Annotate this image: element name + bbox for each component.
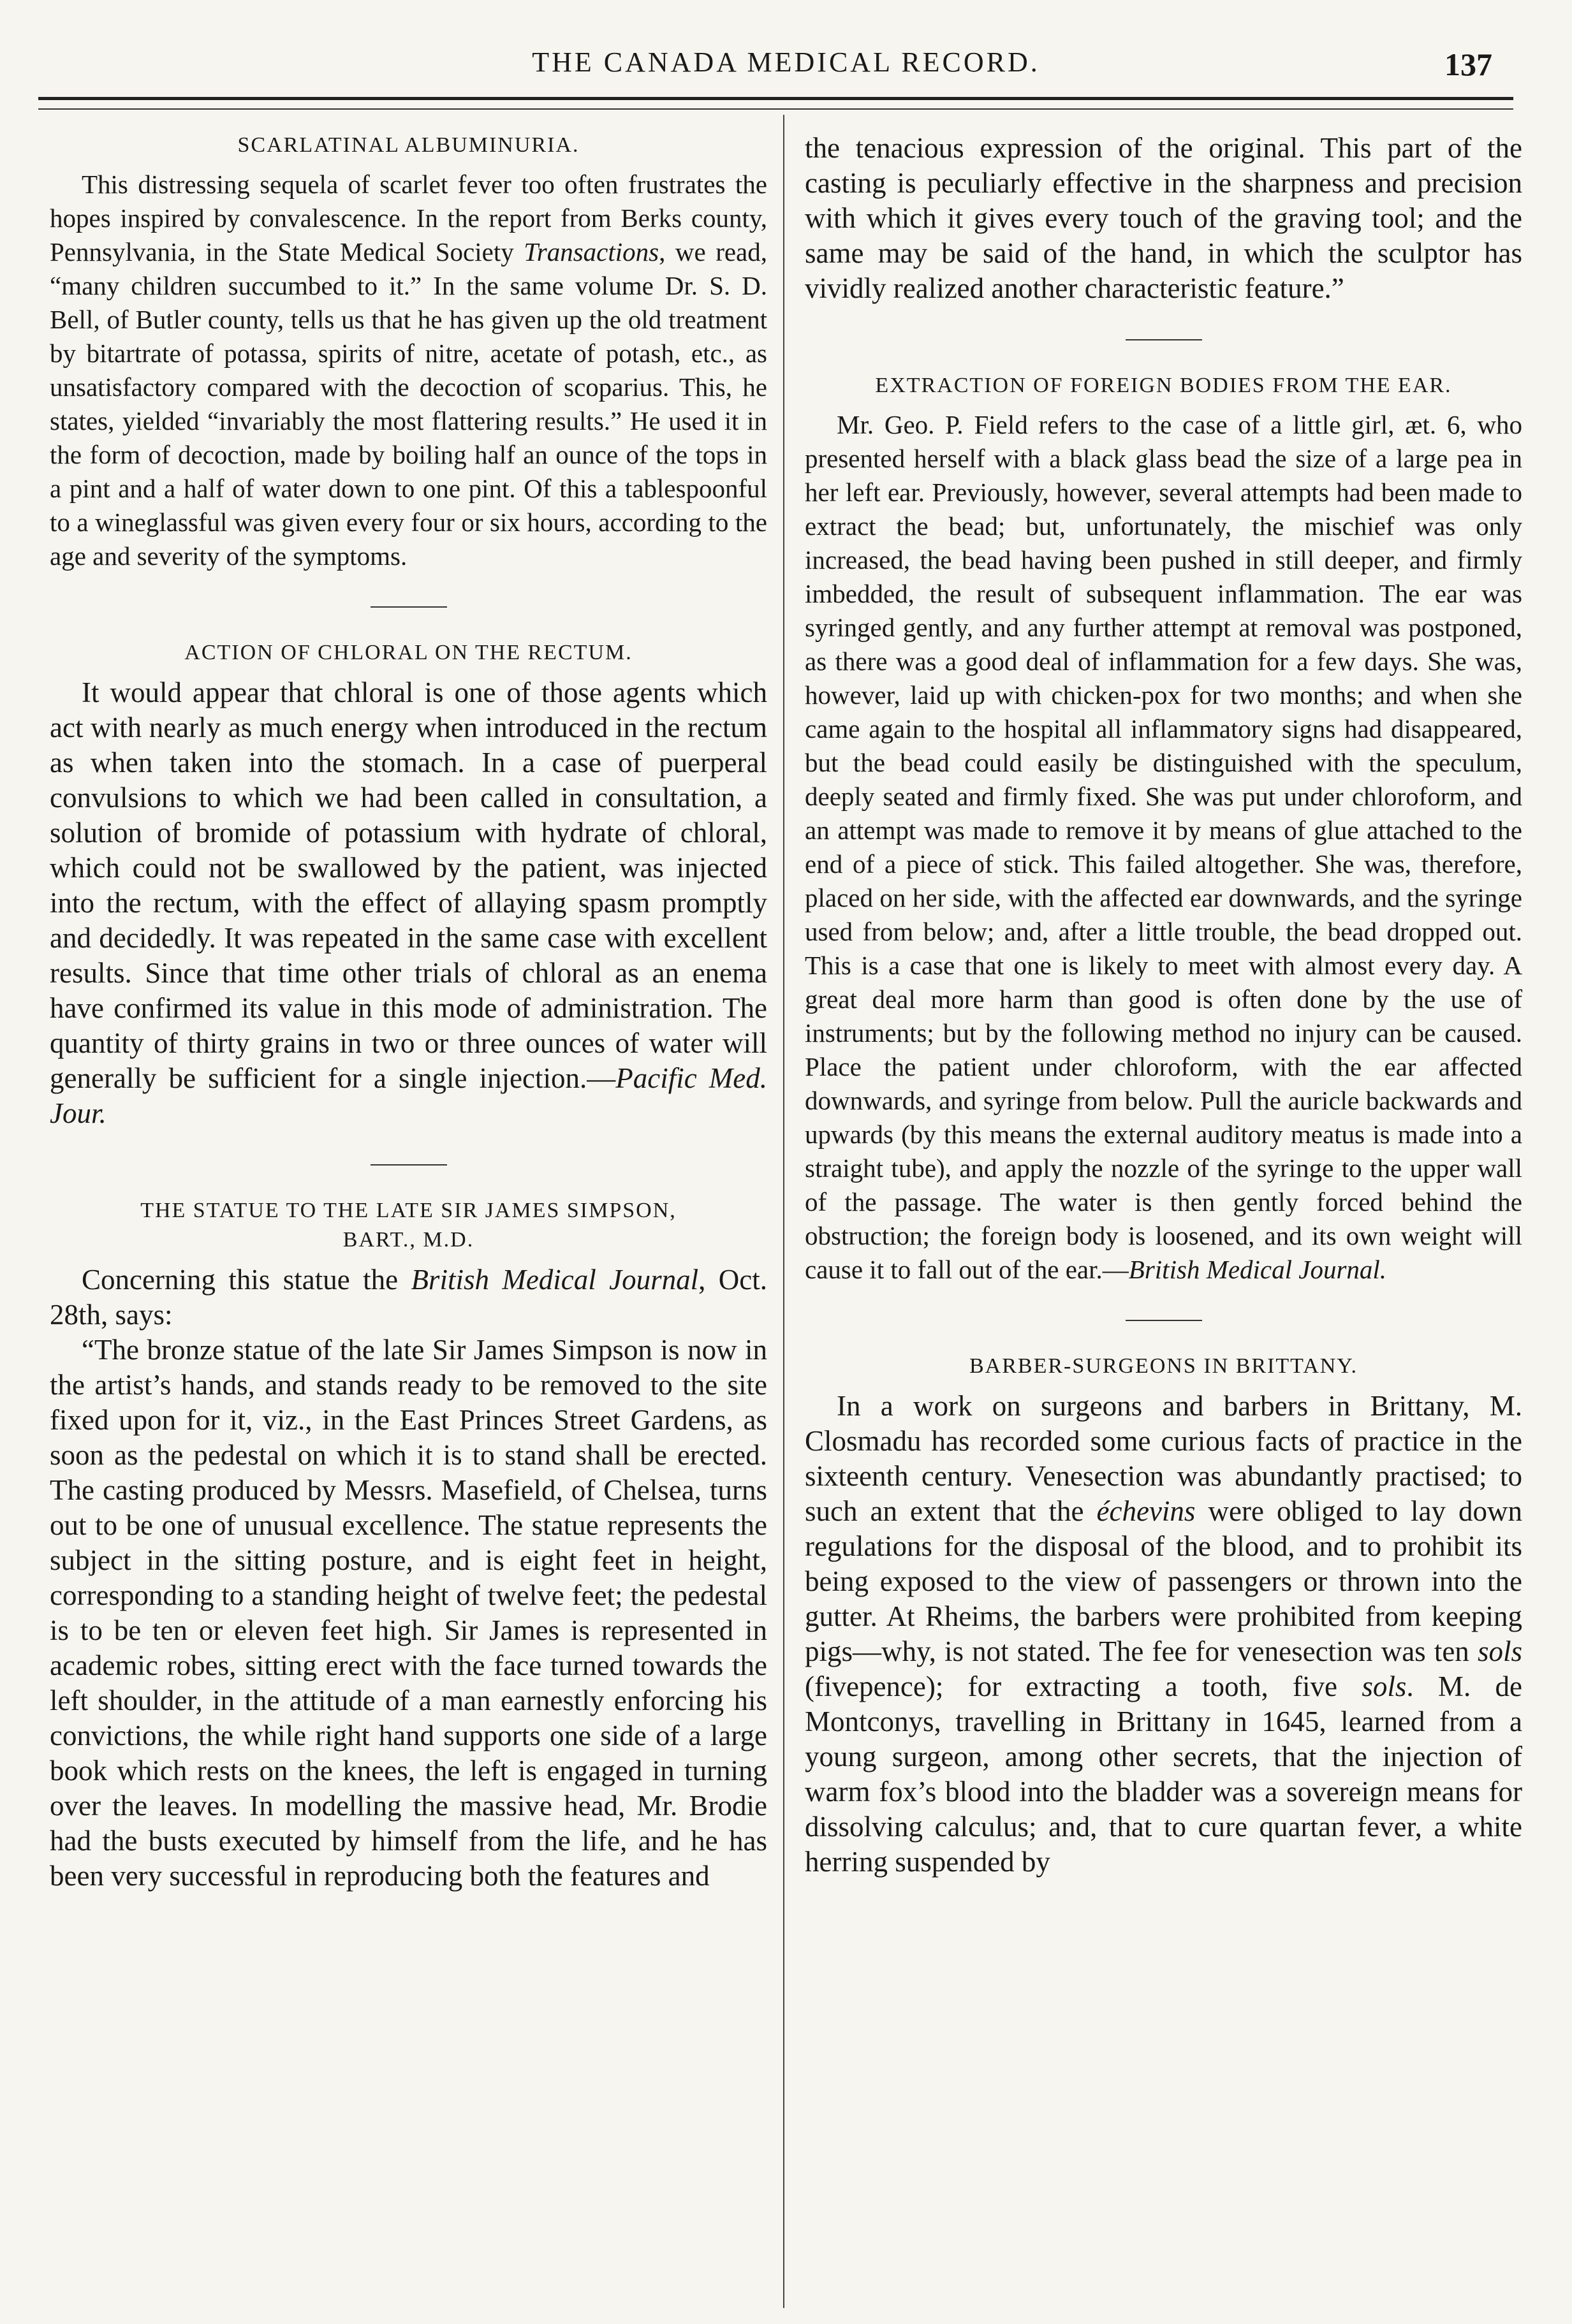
italic-transactions: Transactions (524, 237, 659, 267)
journal-name: British Medical Journal (411, 1264, 699, 1296)
running-title: THE CANADA MEDICAL RECORD. (532, 47, 1040, 78)
heading-line-1: THE STATUE TO THE LATE SIR JAMES SIMPSON, (140, 1199, 677, 1222)
article-continuation-statue: the tenacious expression of the original. This part of the casting is peculiarly effective in the sharpness and precision with which it gives every touch of the graving tool; and the same may be said of the hand, in which the sculptor has vividly realized another characteristic feature.” (805, 132, 1522, 304)
article-separator (371, 1164, 447, 1166)
left-column (50, 131, 767, 1894)
page-number: 137 (1444, 47, 1492, 82)
right-column (805, 131, 1522, 1880)
italic-sols: sols (1362, 1670, 1407, 1702)
source-citation-chloral: Pacific Med. Jour. (50, 1062, 767, 1129)
article-separator (371, 606, 447, 608)
header-rule-thin (38, 108, 1513, 110)
article-separator (1126, 1320, 1202, 1321)
running-head (0, 46, 1572, 91)
article-heading-chloral: ACTION OF CHLORAL ON THE RECTUM. (184, 641, 633, 664)
article-heading-barber: BARBER-SURGEONS IN BRITTANY. (969, 1354, 1358, 1378)
source-citation-ear: British Medical Journal. (1128, 1255, 1387, 1284)
article-heading-ear: EXTRACTION OF FOREIGN BODIES FROM THE EAR. (875, 374, 1452, 397)
article-body-chloral: It would appear that chloral is one of those agents which act with nearly as much energy when introduced in the rectum as when taken into the stomach. In a case of puerperal convulsions to which we had been called in consultation, a solution of bromide of potassium with hydrate of chloral, which could not be swallowed by the patient, was injected into the rectum, with the effect of allaying spasm promptly and decidedly. It was repeated in the same case with excellent results. Since that time other trials of chloral as an enema have confirmed its value in this mode of administration. The quantity of thirty grains in two or three ounces of water will generally be sufficient for a single injection.—Pacific Med. Jour. (50, 676, 767, 1129)
article-intro-statue: Concerning this statue the British Medical Journal, Oct. 28th, says: (50, 1264, 767, 1331)
italic-sols: sols (1477, 1635, 1522, 1667)
article-body-barber: In a work on surgeons and barbers in Brittany, M. Closmadu has recorded some curious facts of practice in the sixteenth century. Venesection was abundantly practised; to such an extent that the échevins were obliged to lay down regulations for the disposal of the blood, and to prohibit its being exposed to the view of passengers or thrown into the gutter. At Rheims, the barbers were prohibited from keeping pigs—why, is not stated. The fee for venesection was ten sols (fivepence); for extracting a tooth, five sols. M. de Montconys, travelling in Brittany in 1645, learned from a young surgeon, among other secrets, that the injection of warm fox’s blood into the bladder was a sovereign means for dissolving calculus; and, that to cure quartan fever, a white herring suspended by (805, 1390, 1522, 1878)
article-quote-statue: “The bronze statue of the late Sir James Simpson is now in the artist’s hands, and stands ready to be removed to the site fixed upon for it, viz., in the East Princes Street Gardens, as soon as the pedestal on which it is to stand shall be erected. The casting produced by Messrs. Masefield, of Chelsea, turns out to be one of unusual excellence. The statue represents the subject in the sitting posture, and is eight feet in height, corresponding to a standing height of twelve feet; the pedestal is to be ten or eleven feet high. Sir James is represented in academic robes, sitting erect with the face turned towards the left shoulder, in the attitude of a man earnestly enforcing his convictions, the while right hand supports one side of a large book which rests on the knees, the left is engaged in turning over the leaves. In modelling the massive head, Mr. Brodie had the busts executed by himself from the life, and he has been very successful in reproducing both the features and (50, 1334, 767, 1892)
article-body-scarlatinal: This distressing sequela of scarlet fever too often frustrates the hopes inspired by convalescence. In the report from Berks county, Pennsylvania, in the State Medical Society Transactions, we read, “many children succumbed to it.” In the same volume Dr. S. D. Bell, of Butler county, tells us that he has given up the old treatment by bitartrate of potassa, spirits of nitre, acetate of potash, etc., as unsatisfactory compared with the decoction of scoparius. This, he states, yielded “invariably the most flattering results.” He used it in the form of decoction, made by boiling half an ounce of the tops in a pint and a half of water down to one pint. Of this a tablespoonful to a wineglassful was given every four or six hours, according to the age and severity of the symptoms. (50, 170, 768, 571)
heading-line-2: BART., M.D. (342, 1228, 474, 1252)
header-rule-thick (38, 97, 1513, 100)
column-divider (783, 115, 784, 2308)
italic-echevins: échevins (1096, 1495, 1196, 1527)
article-body-ear: Mr. Geo. P. Field refers to the case of a little girl, æt. 6, who presented herself with a black glass bead the size of a large pea in her left ear. Previously, however, several attempts had been made to extract the bead; but, unfortunately, the mischief was only increased, the bead having been pushed in still deeper, and firmly imbedded, the result of subsequent inflammation. The ear was syringed gently, and any further attempt at removal was postponed, as there was a good deal of inflammation for a few days. She was, however, laid up with chicken-pox for two months; and when she came again to the hospital all inflammatory signs had disappeared, but the bead could easily be distinguished with the speculum, deeply seated and firmly fixed. She was put under chloroform, and an attempt was made to remove it by means of glue attached to the end of a piece of stick. This failed altogether. She was, therefore, placed on her side, with the affected ear downwards, and the syringe used from below; and, after a little trouble, the bead dropped out. This is a case that one is likely to meet with almost every day. A great deal more harm than good is often done by the use of instruments; but by the following method no injury can be caused. Place the patient under chloroform, with the ear affected downwards, and syringe from below. Pull the auricle backwards and upwards (by this means the external auditory meatus is made into a straight tube), and apply the nozzle of the syringe to the upper wall of the passage. The water is then gently forced behind the obstruction; the foreign body is loosened, and its own weight will cause it to fall out of the ear.—British Medical Journal. (805, 410, 1522, 1284)
article-heading-scarlatinal: SCARLATINAL ALBUMINURIA. (237, 133, 580, 157)
article-heading-statue (50, 1196, 767, 1255)
article-separator (1126, 339, 1202, 340)
